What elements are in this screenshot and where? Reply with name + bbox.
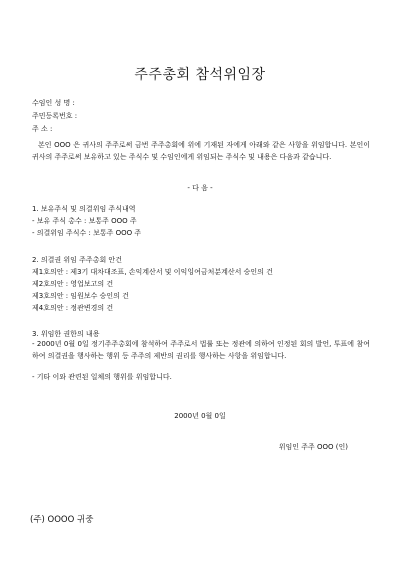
proxy-name-field: 수임인 성 명 : <box>32 99 75 107</box>
intro-paragraph: 본인 OOO 은 귀사의 주주로써 금번 주주총회에 위에 기재된 자에게 아래와 같은 사항을 위임합니다. 본인이 귀사의 주주로써 보유하고 있는 주식수 및 수임인에게 위임되는 주식수 및 내용은 다음과 같습니다. <box>32 141 370 161</box>
recipient: (주) OOOO 귀중 <box>30 515 94 525</box>
section1-heading: 1. 보유주식 및 의결위임 주식내역 <box>32 205 136 213</box>
list-item: 제3호의안 : 임원보수 승인의 건 <box>32 292 129 300</box>
section3-heading: 3. 위임한 권한의 내용 <box>32 330 100 338</box>
section3-item: - 기타 이와 관련된 일체의 행위를 위임합니다. <box>32 373 172 381</box>
section3-item: - 2000년 0월 0일 정기주주총회에 참석하여 주주로서 법률 또는 정관에 의하여 인정된 회의 발언, 투표에 참여하여 의결권을 행사하는 행위 등 주주의 제반의 권리를 행사하는 사항을 위임합니다. <box>32 340 370 360</box>
proxy-id-field: 주민등록번호 : <box>32 112 78 120</box>
signature: 위임인 주주 OOO (인) <box>278 443 348 451</box>
document-title: 주주총회 참석위임장 <box>134 67 266 83</box>
list-item: - 의결위임 주식수 : 보통주 OOO 주 <box>32 229 142 237</box>
list-item: - 보유 주식 총수 : 보통주 OOO 주 <box>32 217 137 225</box>
list-item: 제1호의안 : 제3기 대차대조표, 손익계산서 및 이익잉여금처분계산서 승인의 건 <box>32 268 273 276</box>
list-item: 제4호의안 : 정관변경의 건 <box>32 304 114 312</box>
date: 2000년 0월 0일 <box>174 412 226 420</box>
list-item: 제2호의안 : 영업보고의 건 <box>32 280 114 288</box>
proxy-address-field: 주 소 : <box>32 125 53 133</box>
section2-heading: 2. 의결권 위임 주주총회 안건 <box>32 256 122 264</box>
da-eum-heading: - 다 음 - <box>187 184 213 192</box>
